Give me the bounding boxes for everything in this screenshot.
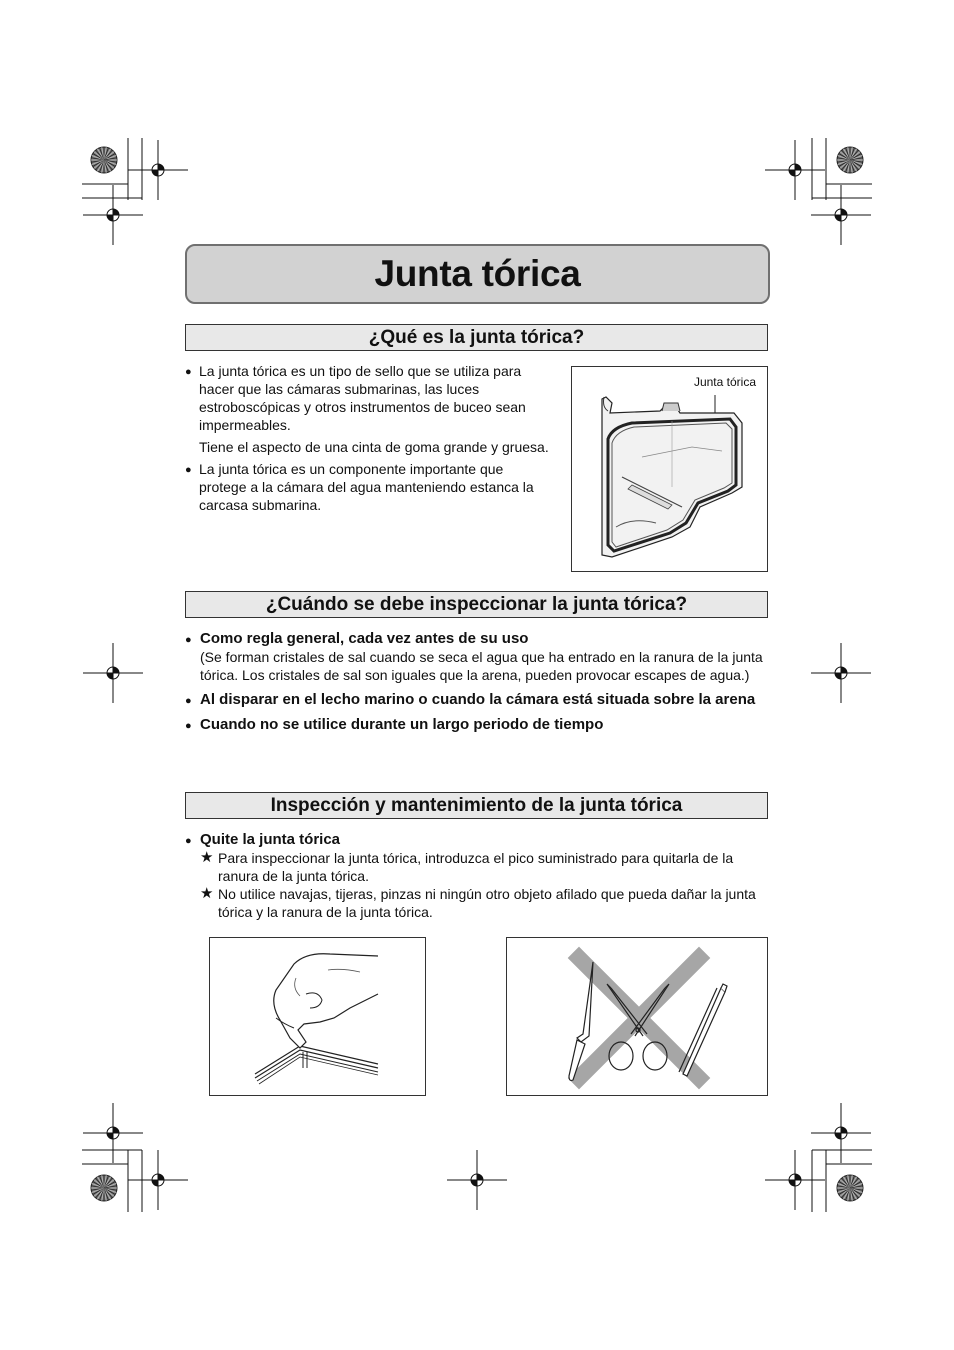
figure-label: Junta tórica [693,375,756,389]
section2-body [185,629,770,734]
list-item [185,460,550,514]
starburst-icon [837,147,863,173]
registration-mark-icon [811,643,871,703]
prohibited-x-icon [579,958,699,1078]
list-item [185,629,770,648]
bullet-icon: ● [185,464,192,476]
registration-mark-icon [447,1150,507,1210]
list-item-note: (Se forman cristales de sal cuando se seca el agua que ha entrado en la ranura de la junta tórica. Los cristales de sal son iguales que la arena, pueden provocar escapes de agua.) [200,649,763,683]
list-item [185,715,770,734]
star-icon: ★ [200,849,214,866]
list-item [185,830,770,849]
star-item [185,849,770,885]
list-item-text: La junta tórica es un componente importante que protege a la cámara del agua manteniendo estanca la carcasa submarina. [199,461,534,513]
list-item [185,690,770,709]
housing-figure [571,366,768,572]
list-item [185,362,550,434]
section3-body [185,830,770,921]
star-item-text: Para inspeccionar la junta tórica, introduzca el pico suministrado para quitarla de la ranura de la junta tórica. [218,850,734,884]
registration-mark-icon [83,185,143,245]
list-item-text: La junta tórica es un tipo de sello que se utiliza para hacer que las cámaras submarinas, las luces estroboscópicas y otros instrumentos de buceo sean impermeables. [199,363,526,433]
list-item-text: Al disparar en el lecho marino o cuando la cámara está situada sobre la arena [200,691,756,708]
registration-mark-icon [83,1103,143,1163]
starburst-icon [837,1175,863,1201]
star-item [185,885,770,921]
bullet-icon: ● [185,366,192,378]
section-heading-inspection-maintenance: Inspección y mantenimiento de la junta tórica [185,792,768,819]
registration-mark-icon [128,140,188,200]
registration-mark-icon [811,1103,871,1163]
list-item-text: Cuando no se utilice durante un largo periodo de tiempo [200,716,604,733]
list-item-text: Como regla general, cada vez antes de su uso [200,630,529,647]
starburst-icon [91,147,117,173]
registration-mark-icon [128,1150,188,1210]
bullet-icon: ● [185,634,192,646]
star-item-text: No utilice navajas, tijeras, pinzas ni ningún otro objeto afilado que pueda dañar la junta tórica y la ranura de la junta tórica. [218,886,756,920]
prohibited-tools-illustration [507,938,767,1095]
registration-mark-icon [83,643,143,703]
list-item-text: Quite la junta tórica [200,831,341,848]
section-heading-when-inspect: ¿Cuándo se debe inspeccionar la junta tórica? [185,591,768,618]
bullet-icon: ● [185,835,192,847]
paragraph: Tiene el aspecto de una cinta de goma grande y gruesa. [199,439,549,455]
page-title: Junta tórica [374,253,581,294]
page-title-box [185,244,770,304]
registration-mark-icon [765,1150,825,1210]
registration-mark-icon [811,185,871,245]
bullet-icon: ● [185,720,192,732]
prohibited-tools-figure [506,937,768,1096]
starburst-icon [91,1175,117,1201]
star-icon: ★ [200,885,214,902]
registration-mark-icon [765,140,825,200]
bullet-icon: ● [185,695,192,707]
housing-oring-illustration [572,367,767,571]
hand-removing-oring-illustration [210,938,425,1095]
section1-body [185,362,550,514]
hand-removing-oring-figure [209,937,426,1096]
section-heading-what-is: ¿Qué es la junta tórica? [185,324,768,351]
